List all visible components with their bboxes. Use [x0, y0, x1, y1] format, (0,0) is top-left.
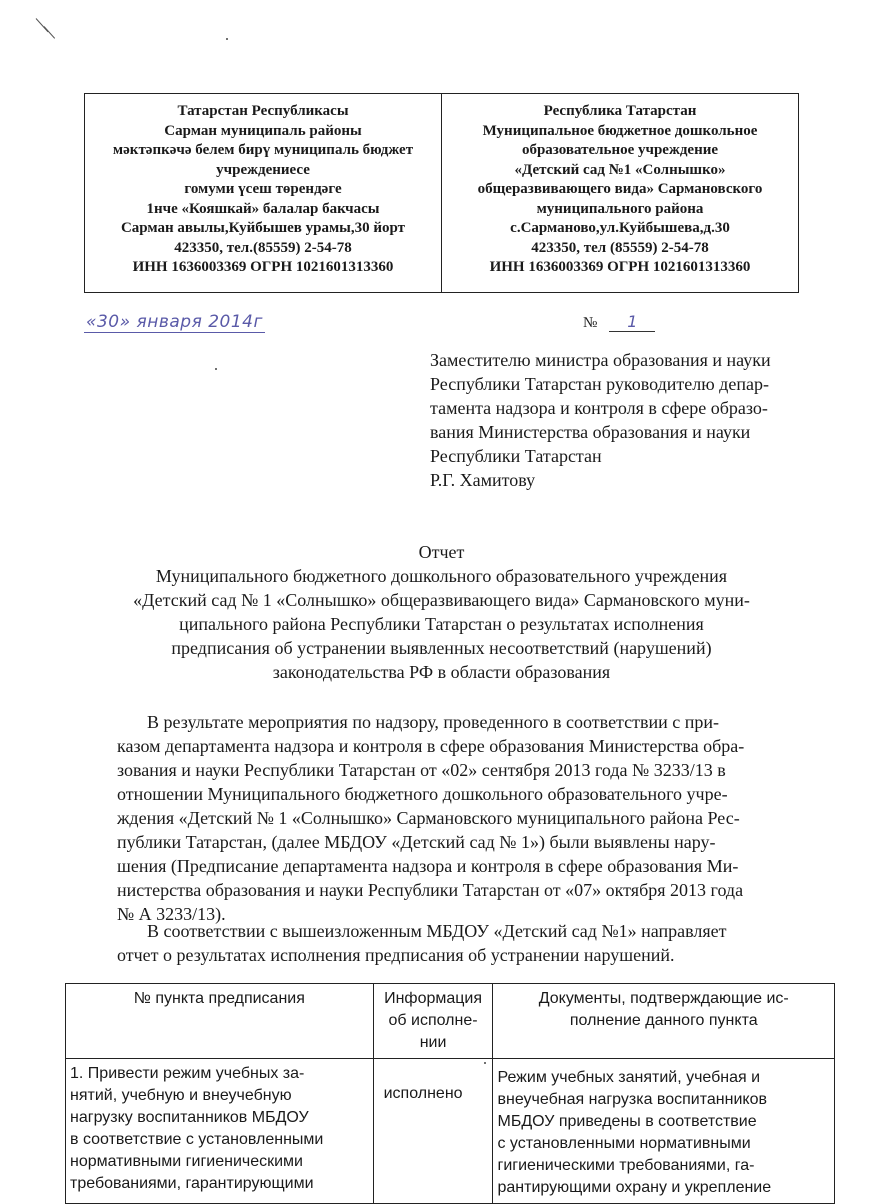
report-title-line: предписания об устранении выявленных несоответствий (нарушений) — [171, 638, 712, 658]
cell-line: нормативными гигиеническими — [70, 1153, 303, 1170]
column-header — [493, 984, 835, 1059]
paragraph-line: публики Татарстан, (далее МБДОУ «Детский сад № 1») были выявлены нару- — [117, 832, 716, 852]
report-title-line: законодательства РФ в области образования — [272, 662, 611, 682]
letterhead-line: Сарман авылы,Куйбышев урамы,30 йорт — [120, 220, 406, 236]
column-header-line: Документы, подтверждающие ис- — [538, 990, 789, 1007]
paragraph-line: ждения «Детский № 1 «Солнышко» Сармановского муниципального района Рес- — [117, 808, 740, 828]
cell-line: требованиями, гарантирующими — [70, 1175, 314, 1192]
document-date: «30» января 2014г — [86, 312, 263, 332]
cell-line: с установленными нормативными — [497, 1135, 751, 1152]
addressee-line: Республики Татарстан руководителю депар- — [430, 374, 769, 394]
column-header-line: № пункта предписания — [133, 990, 305, 1007]
column-header-line: нии — [419, 1034, 447, 1051]
letterhead-line: 423350, тел (85559) 2-54-78 — [531, 239, 709, 256]
cell-line: нагрузку воспитанников МБДОУ — [70, 1109, 309, 1126]
paragraph-line: зования и науки Республики Татарстан от «02» сентября 2013 года № 3233/13 в — [117, 760, 726, 780]
letterhead-line: 1нче «Кояшкай» балалар бакчасы — [146, 200, 380, 217]
cell-line: внеучебная нагрузка воспитанников — [497, 1091, 767, 1108]
letterhead-line: Татарстан Республикасы — [177, 103, 349, 119]
letterhead-line: учреждениесе — [216, 161, 310, 178]
paragraph-line: В соответствии с вышеизложенным МБДОУ «Детский сад №1» направляет — [147, 921, 727, 941]
letterhead-line: с.Сарманово,ул.Куйбышева,д.30 — [510, 220, 730, 236]
letterhead-russian — [442, 94, 798, 292]
letterhead — [84, 93, 799, 293]
paragraph-line: казом департамента надзора и контроля в сфере образования Министерства обра- — [117, 736, 745, 756]
scan-mark — [44, 26, 55, 39]
addressee-line: тамента надзора и контроля в сфере образо- — [430, 398, 768, 418]
letterhead-line: ИНН 1636003369 ОГРН 1021601313360 — [489, 259, 751, 275]
column-header-line: полнение данного пункта — [569, 1012, 758, 1029]
report-title-line: «Детский сад № 1 «Солнышко» общеразвивающего вида» Сармановского муни- — [133, 590, 750, 610]
table-header-row — [66, 984, 835, 1059]
cell-line: Режим учебных занятий, учебная и — [497, 1069, 761, 1086]
column-header-line: Информация — [384, 990, 483, 1007]
paragraph-1 — [117, 710, 807, 926]
cell-line: МБДОУ приведены в соответствие — [497, 1113, 757, 1130]
scan-dot — [226, 38, 228, 40]
status-cell — [373, 1059, 493, 1204]
paragraph-line: отчет о результатах исполнения предписания об устранении нарушений. — [117, 945, 675, 965]
cell-line: гигиеническими требованиями, га- — [497, 1157, 755, 1174]
letterhead-line: 423350, тел.(85559) 2-54-78 — [174, 239, 352, 256]
paragraph-2 — [117, 919, 807, 967]
scan-dot — [215, 368, 217, 370]
addressee-block — [430, 348, 830, 492]
status-text: исполнено — [383, 1085, 463, 1102]
addressee-line: Заместителю министра образования и науки — [430, 350, 771, 370]
column-header-line: об исполне- — [388, 1012, 478, 1029]
letterhead-line: ИНН 1636003369 ОГРН 1021601313360 — [132, 259, 394, 275]
compliance-table — [65, 983, 835, 1204]
cell-line: 1. Привести режим учебных за- — [70, 1065, 305, 1082]
letterhead-line: гомуми үсеш төрендәге — [184, 181, 342, 197]
addressee-line: Республики Татарстан — [430, 446, 602, 466]
paragraph-line: В результате мероприятия по надзору, проведенного в соответствии с при- — [147, 712, 720, 732]
letterhead-line: Республика Татарстан — [543, 103, 697, 119]
cell-line: нятий, учебную и внеучебную — [70, 1087, 292, 1104]
column-header — [66, 984, 374, 1059]
addressee-line: вания Министерства образования и науки — [430, 422, 751, 442]
column-header — [373, 984, 493, 1059]
cell-line: в соответствие с установленными — [70, 1131, 324, 1148]
letterhead-line: общеразвивающего вида» Сармановского — [477, 181, 763, 197]
number-value: 1 — [609, 312, 655, 332]
letterhead-line: «Детский сад №1 «Солнышко» — [514, 161, 726, 178]
item-cell — [66, 1059, 374, 1204]
cell-line: рантирующими охрану и укрепление — [497, 1179, 772, 1196]
paragraph-line: № А 3233/13). — [117, 904, 226, 924]
letterhead-line: мәктәпкәчә белем бирү муниципаль бюджет — [112, 142, 414, 158]
number-label: № — [583, 315, 598, 331]
report-title-line: ципального района Республики Татарстан о результатах исполнения — [179, 614, 704, 634]
report-title — [84, 540, 799, 684]
letterhead-line: образовательное учреждение — [521, 142, 719, 158]
paragraph-line: отношении Муниципального бюджетного дошкольного образовательного учре- — [117, 784, 728, 804]
letterhead-line: Сарман муниципаль районы — [164, 122, 362, 139]
addressee-line: Р.Г. Хамитову — [430, 470, 536, 490]
paragraph-line: нистерства образования и науки Республики Татарстан от «07» октября 2013 года — [117, 880, 744, 900]
letterhead-line: Муниципальное бюджетное дошкольное — [482, 122, 758, 139]
letterhead-tatar — [85, 94, 442, 292]
paragraph-line: шения (Предписание департамента надзора и контроля в сфере образования Ми- — [117, 856, 739, 876]
document-number — [583, 312, 655, 332]
report-title-line: Муниципального бюджетного дошкольного образовательного учреждения — [155, 566, 728, 586]
report-title-line: Отчет — [418, 542, 465, 562]
letterhead-line: муниципального района — [536, 200, 704, 217]
documents-cell — [493, 1059, 835, 1204]
table-row — [66, 1059, 835, 1204]
